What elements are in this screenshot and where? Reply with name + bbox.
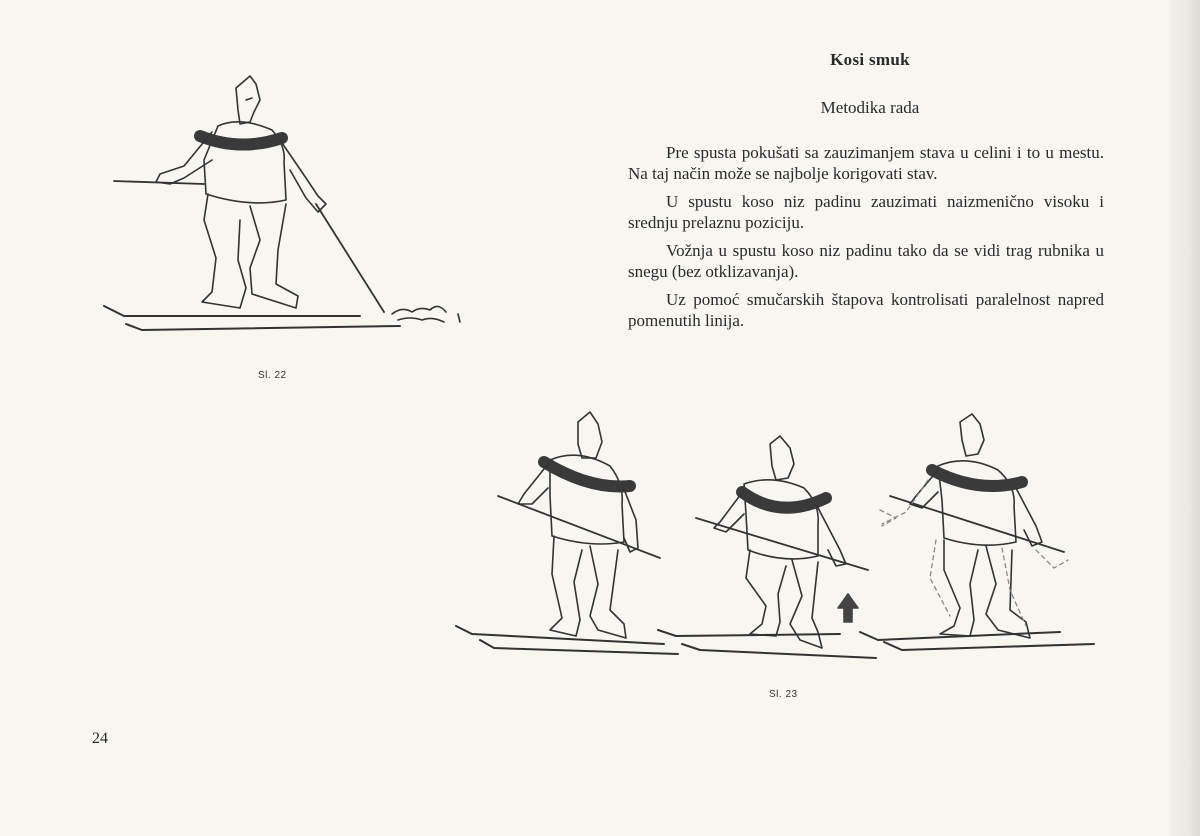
skier-torso [204,122,286,203]
paragraph: U spustu koso niz padinu zauzimati naizmenično visoku i srednju prelaznu poziciju. [628,192,1104,232]
figure-23-illustration [450,400,1110,670]
skier-1 [456,412,678,654]
section-subtitle: Metodika rada [820,98,920,117]
page-edge-shadow [1170,0,1200,836]
figure-22-illustration [100,70,480,340]
page-number: 24 [92,730,108,747]
page-title: Kosi smuk [830,50,910,69]
figure-22-caption: Sl. 22 [258,370,287,381]
body-text [628,142,1104,338]
paragraph: Pre spusta pokušati sa zauzimanjem stava u celini i to u mestu. Na taj način može se najbolje korigovati stav. [628,143,1104,183]
skier-2 [658,436,876,658]
paragraph: Uz pomoć smučarskih štapova kontrolisati paralelnost napred pomenutih linija. [628,290,1104,330]
skier-3 [860,414,1094,650]
figure-23-caption: Sl. 23 [769,689,798,700]
sweater-band [200,136,282,145]
paragraph: Vožnja u spustu koso niz padinu tako da se vidi trag rubnika u snegu (bez otklizavanja). [628,241,1104,281]
arrow-up-icon [838,594,858,622]
